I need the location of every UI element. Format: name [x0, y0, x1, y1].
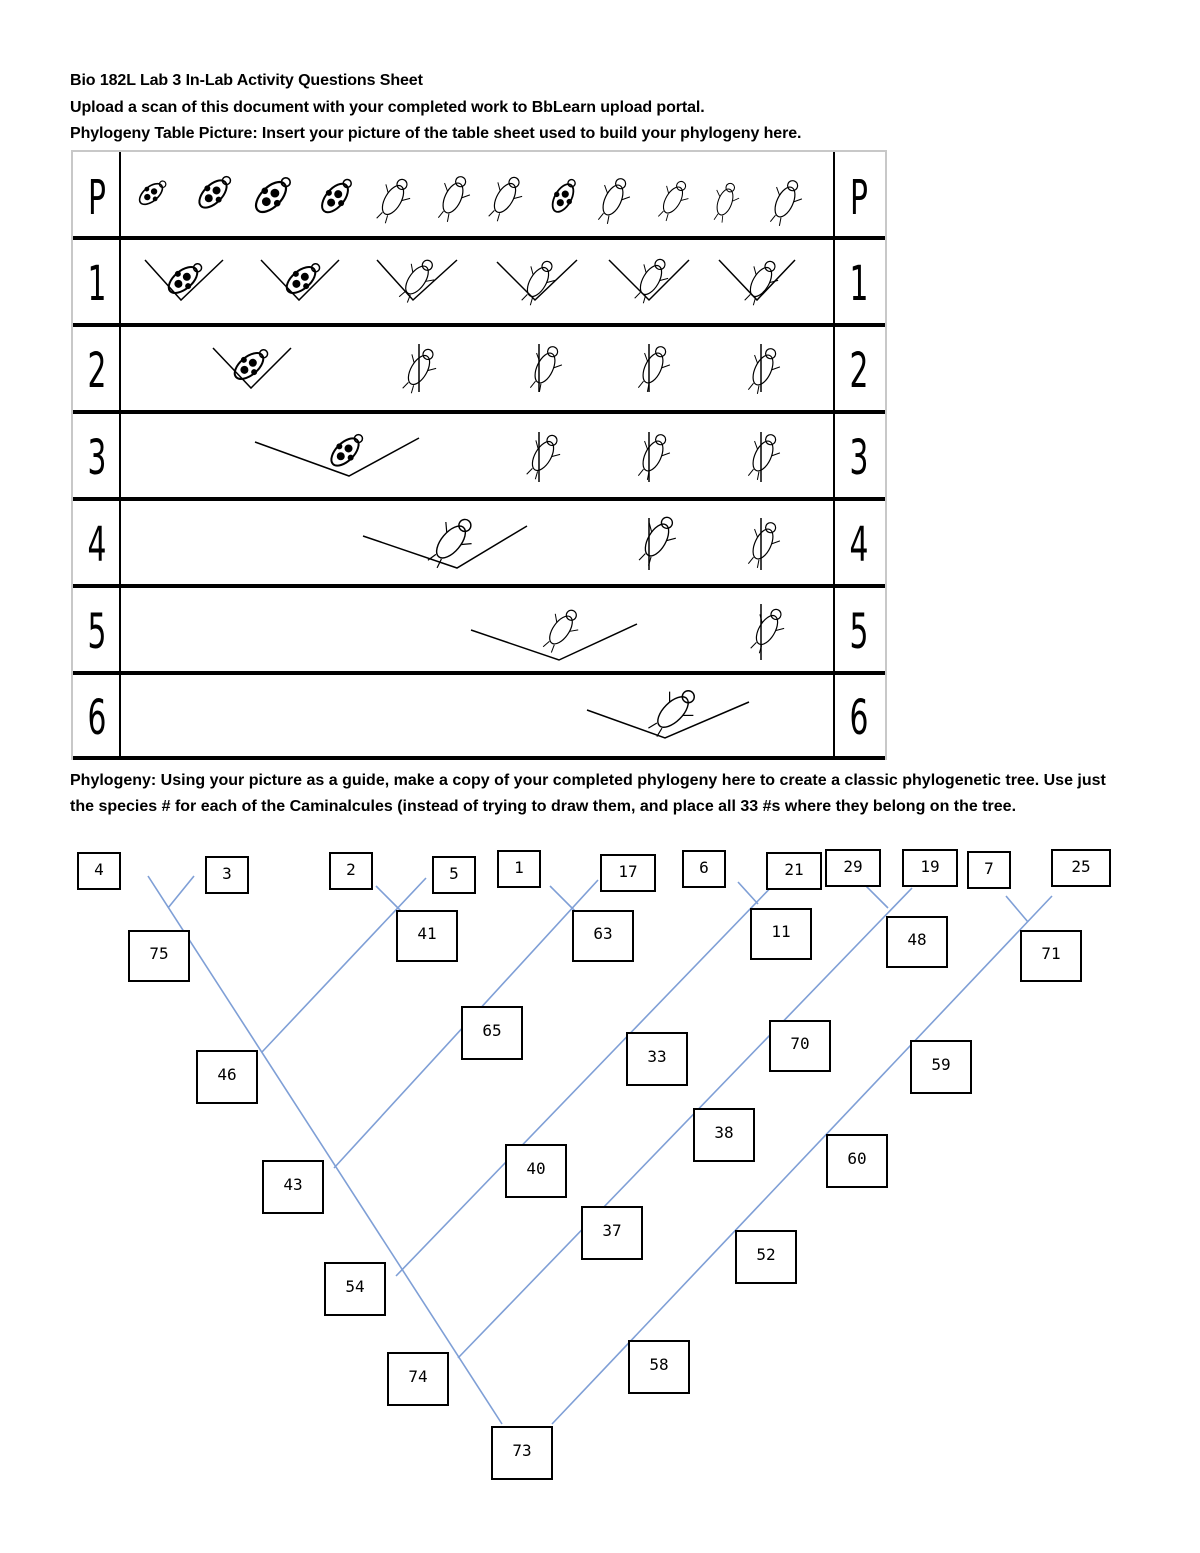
node-box: 38: [693, 1108, 755, 1162]
upload-instruction: Upload a scan of this document with your completed work to BbLearn upload portal.: [70, 99, 705, 116]
node-box: 58: [628, 1340, 690, 1394]
tree-branch: [552, 896, 1052, 1424]
node-box: 43: [262, 1160, 324, 1214]
leaf-box: 5: [432, 856, 476, 894]
tree-branch: [1006, 896, 1028, 922]
node-box: 37: [581, 1206, 643, 1260]
node-box: 46: [196, 1050, 258, 1104]
node-box: 71: [1020, 930, 1082, 982]
row-label-right: 6: [849, 690, 869, 746]
node-box: 52: [735, 1230, 797, 1284]
row-label-left: 4: [87, 517, 107, 573]
row-label-right: 1: [849, 256, 869, 312]
node-box: 54: [324, 1262, 386, 1316]
row-label-left: 1: [87, 256, 107, 312]
row-label-left: 5: [87, 604, 107, 660]
node-box: 65: [461, 1006, 523, 1060]
leaf-box: 29: [825, 849, 881, 887]
leaf-box: 6: [682, 850, 726, 888]
leaf-box: 21: [766, 852, 822, 890]
node-box: 70: [769, 1020, 831, 1072]
node-box: 63: [572, 910, 634, 962]
node-box: 75: [128, 930, 190, 982]
row-label-left: P: [88, 170, 106, 226]
row-label-left: 6: [87, 690, 107, 746]
row-label-right: 5: [849, 604, 869, 660]
node-box: 59: [910, 1040, 972, 1094]
leaf-box: 17: [600, 854, 656, 892]
row-label-right: 2: [849, 343, 869, 399]
node-box: 40: [505, 1144, 567, 1198]
leaf-box: 2: [329, 852, 373, 890]
tree-branch: [376, 886, 402, 912]
node-box: 74: [387, 1352, 449, 1406]
row-label-right: P: [850, 170, 868, 226]
tree-branch: [168, 876, 194, 908]
leaf-box: 1: [497, 850, 541, 888]
node-box: 48: [886, 916, 948, 968]
node-box: 73: [491, 1426, 553, 1480]
node-box: 33: [626, 1032, 688, 1086]
worksheet-title: Bio 182L Lab 3 In-Lab Activity Questions Sheet: [70, 72, 423, 89]
row-label-left: 2: [87, 343, 107, 399]
node-box: 11: [750, 908, 812, 960]
tree-branch: [550, 886, 576, 912]
row-label-left: 3: [87, 430, 107, 486]
leaf-box: 7: [967, 851, 1011, 889]
leaf-box: 25: [1051, 849, 1111, 887]
tree-branch: [262, 878, 426, 1052]
leaf-box: 4: [77, 852, 121, 890]
leaf-box: 19: [902, 849, 958, 887]
node-box: 41: [396, 910, 458, 962]
tree-branch: [738, 882, 758, 904]
node-box: 60: [826, 1134, 888, 1188]
phylogeny-prompt: Phylogeny: Using your picture as a guide, make a copy of your completed phylogeny here to create a classic phylogenetic tree. Use just the species # for each of the Caminalcules (instead of trying to draw them, and place all 33 #s where they belong on the tree.: [70, 772, 1106, 815]
row-label-right: 4: [849, 517, 869, 573]
table-picture-prompt: Phylogeny Table Picture: Insert your picture of the table sheet used to build your phylogeny here.: [70, 125, 802, 142]
row-label-right: 3: [849, 430, 869, 486]
leaf-box: 3: [205, 856, 249, 894]
